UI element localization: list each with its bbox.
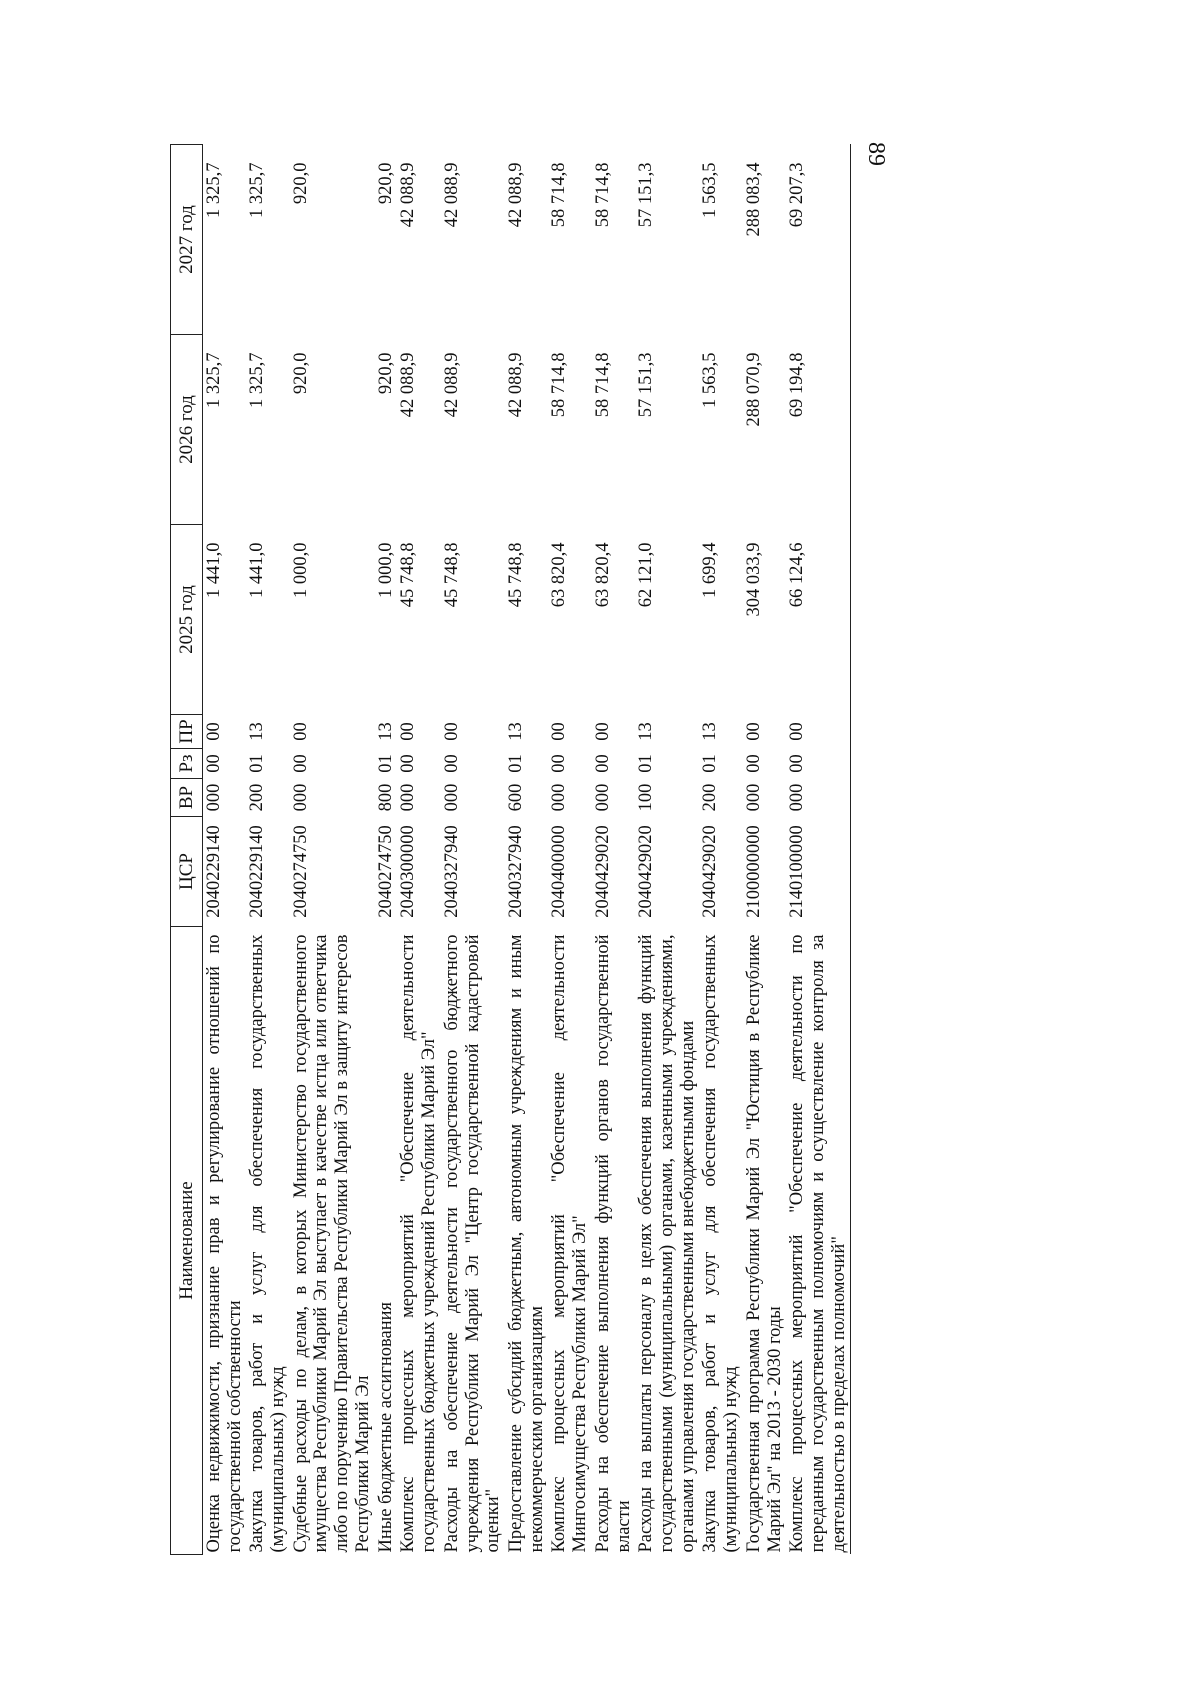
- cell-csr: 2040429020: [592, 825, 613, 918]
- header-2025: 2025 год: [171, 525, 203, 715]
- header-csr: ЦСР: [171, 817, 203, 927]
- cell-vr: 000: [592, 783, 613, 812]
- cell-2026: 69 194,8: [786, 335, 851, 525]
- cell-2027: 42 088,9: [441, 162, 462, 228]
- cell-2025: 45 748,8: [441, 542, 462, 608]
- cell-2025: 1 441,0: [247, 542, 268, 598]
- header-vr: ВР: [171, 779, 203, 817]
- cell-2027: 920,0: [375, 162, 396, 205]
- cell-2025: 304 033,9: [743, 542, 764, 617]
- cell-2027: 57 151,3: [636, 162, 657, 228]
- cell-name: Судебные расходы по делам, в которых Министерство государственного имущества Республики Марий Эл выступает в качестве истца или ответчика либо по поручению Правительства Республики Марий Эл в защиту интересов Республики Марий Эл: [290, 934, 373, 1553]
- table-row: [635, 145, 699, 1555]
- cell-2027: 58 714,8: [549, 162, 570, 228]
- cell-csr: 2140100000: [786, 817, 851, 927]
- cell-name: Расходы на обеспечение деятельности государственного бюджетного учреждения Республики Марий Эл "Центр государственной кадастровой оценки": [441, 934, 504, 1553]
- cell-pr: 00: [203, 722, 224, 741]
- cell-2027: 42 088,9: [398, 162, 419, 228]
- cell-csr: 2040327940: [505, 825, 526, 918]
- cell-name: Оценка недвижимости, признание прав и регулирование отношений по государственной собственности: [203, 934, 245, 1553]
- cell-2026: 42 088,9: [441, 352, 462, 418]
- cell-vr: 200: [247, 783, 268, 812]
- cell-2025: 45 748,8: [398, 542, 419, 608]
- cell-pr: 00: [592, 722, 613, 741]
- cell-vr: 100: [636, 783, 657, 812]
- cell-csr: 2040274750: [290, 825, 311, 918]
- cell-pr: 00: [743, 722, 764, 741]
- cell-2026: 288 070,9: [743, 352, 764, 427]
- cell-2026: 920,0: [290, 352, 311, 395]
- budget-table-container: [170, 145, 930, 1555]
- cell-2025: 45 748,8: [505, 542, 526, 608]
- cell-name: Комплекс процессных мероприятий "Обеспечение деятельности государственных бюджетных учреждений Республики Марий Эл": [398, 934, 440, 1553]
- cell-2027: 1 563,5: [700, 162, 721, 218]
- cell-pr: 13: [505, 722, 526, 741]
- table-row: [375, 145, 398, 1555]
- cell-rz: 01: [505, 754, 526, 773]
- cell-name: Расходы на обеспечение выполнения функций органов государственной власти: [592, 934, 634, 1553]
- cell-vr: 000: [290, 783, 311, 812]
- cell-2027: 42 088,9: [505, 162, 526, 228]
- cell-csr: 2040274750: [375, 825, 396, 918]
- cell-vr: 200: [700, 783, 721, 812]
- cell-csr: 2040229140: [203, 825, 224, 918]
- cell-rz: 01: [247, 754, 268, 773]
- cell-csr: 2040327940: [441, 825, 462, 918]
- cell-vr: 000: [786, 779, 851, 817]
- cell-csr: 2040429020: [636, 825, 657, 918]
- cell-vr: 000: [398, 783, 419, 812]
- cell-pr: 00: [786, 715, 851, 749]
- cell-vr: 000: [203, 783, 224, 812]
- cell-rz: 00: [398, 754, 419, 773]
- table-row: [699, 145, 742, 1555]
- cell-name: Комплекс процессных мероприятий "Обеспечение деятельности по переданным государственным полномочиям и осуществление контроля за деятельностью в пределах полномочий": [786, 927, 851, 1555]
- cell-pr: 00: [549, 722, 570, 741]
- cell-2026: 42 088,9: [398, 352, 419, 418]
- cell-2025: 63 820,4: [592, 542, 613, 608]
- cell-2025: 63 820,4: [549, 542, 570, 608]
- cell-2026: 58 714,8: [592, 352, 613, 418]
- cell-pr: 13: [700, 722, 721, 741]
- cell-rz: 00: [290, 754, 311, 773]
- cell-2026: 58 714,8: [549, 352, 570, 418]
- cell-2026: 57 151,3: [636, 352, 657, 418]
- cell-2027: 69 207,3: [786, 145, 851, 335]
- page-number: 89: [863, 142, 889, 166]
- table-row: [202, 145, 246, 1555]
- cell-csr: 2040400000: [549, 825, 570, 918]
- table-row: [786, 145, 851, 1555]
- cell-2026: 42 088,9: [505, 352, 526, 418]
- cell-name: Комплекс процессных мероприятий "Обеспечение деятельности Мингосимущества Республики Марий Эл": [549, 934, 591, 1553]
- table-row: [246, 145, 289, 1555]
- cell-2026: 1 563,5: [700, 352, 721, 408]
- header-name: Наименование: [171, 927, 203, 1555]
- cell-name: Государственная программа Республики Марий Эл "Юстиция в Республике Марий Эл" на 2013 - 2030 годы: [743, 934, 785, 1553]
- cell-rz: 00: [786, 749, 851, 779]
- budget-table: [170, 144, 851, 1555]
- cell-name: Закупка товаров, работ и услуг для обеспечения государственных (муниципальных) нужд: [700, 934, 742, 1553]
- cell-pr: 13: [636, 722, 657, 741]
- table-row: [505, 145, 548, 1555]
- cell-2027: 1 325,7: [203, 162, 224, 218]
- cell-rz: 00: [743, 754, 764, 773]
- cell-csr: 2040429020: [700, 825, 721, 918]
- cell-rz: 00: [203, 754, 224, 773]
- cell-2026: 1 325,7: [247, 352, 268, 408]
- cell-csr: 2040300000: [398, 825, 419, 918]
- table-body: [202, 145, 851, 1555]
- cell-vr: 000: [549, 783, 570, 812]
- cell-rz: 00: [592, 754, 613, 773]
- cell-rz: 01: [700, 754, 721, 773]
- cell-name: Расходы на выплаты персоналу в целях обеспечения выполнения функций государственными (муниципальными) органами, казенными учреждениями, органами управления государственными внебюджетными фондами: [636, 934, 698, 1553]
- cell-2025: 62 121,0: [636, 542, 657, 608]
- header-2026: 2026 год: [171, 335, 203, 525]
- cell-2026: 1 325,7: [203, 352, 224, 408]
- cell-pr: 13: [375, 722, 396, 741]
- table-row: [397, 145, 440, 1555]
- header-pr: ПР: [171, 715, 203, 749]
- cell-vr: 000: [441, 783, 462, 812]
- table-row: [743, 145, 786, 1555]
- header-rz: Рз: [171, 749, 203, 779]
- cell-rz: 01: [636, 754, 657, 773]
- cell-vr: 800: [375, 783, 396, 812]
- cell-2026: 920,0: [375, 352, 396, 395]
- cell-2027: 920,0: [290, 162, 311, 205]
- cell-csr: 2100000000: [743, 825, 764, 918]
- cell-2025: 1 699,4: [700, 542, 721, 598]
- cell-2025: 1 000,0: [290, 542, 311, 598]
- cell-2027: 58 714,8: [592, 162, 613, 228]
- cell-rz: 01: [375, 754, 396, 773]
- table-row: [592, 145, 635, 1555]
- cell-2025: 66 124,6: [786, 525, 851, 715]
- cell-pr: 13: [247, 722, 268, 741]
- table-row: [290, 145, 375, 1555]
- cell-2027: 1 325,7: [247, 162, 268, 218]
- cell-rz: 00: [441, 754, 462, 773]
- cell-vr: 000: [743, 783, 764, 812]
- cell-pr: 00: [290, 722, 311, 741]
- cell-vr: 600: [505, 783, 526, 812]
- table-header: [171, 145, 203, 1555]
- cell-name: Иные бюджетные ассигнования: [375, 1301, 396, 1553]
- cell-2027: 288 083,4: [743, 162, 764, 237]
- cell-name: Закупка товаров, работ и услуг для обеспечения государственных (муниципальных) нужд: [247, 934, 289, 1553]
- cell-name: Предоставление субсидий бюджетным, автономным учреждениям и иным некоммерческим организациям: [505, 934, 547, 1553]
- table-row: [441, 145, 505, 1555]
- cell-rz: 00: [549, 754, 570, 773]
- cell-pr: 00: [398, 722, 419, 741]
- cell-pr: 00: [441, 722, 462, 741]
- table-row: [548, 145, 591, 1555]
- cell-2025: 1 441,0: [203, 542, 224, 598]
- cell-csr: 2040229140: [247, 825, 268, 918]
- cell-2025: 1 000,0: [375, 542, 396, 598]
- header-2027: 2027 год: [171, 145, 203, 335]
